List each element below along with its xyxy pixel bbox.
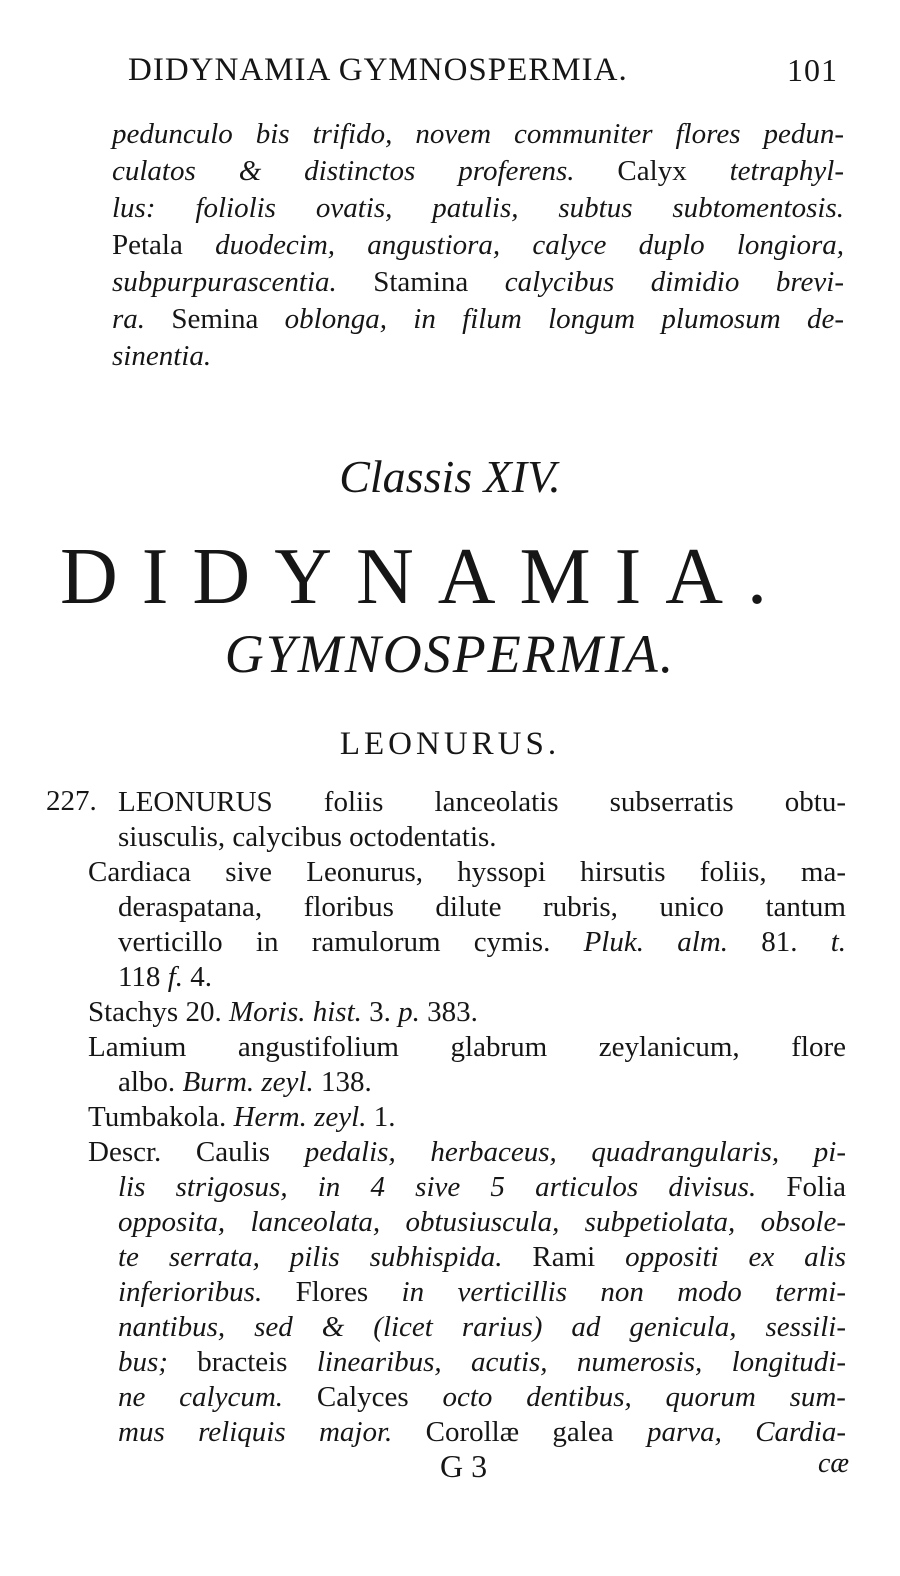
roman-text: Stachys 20. <box>88 996 229 1028</box>
italic-text: calycibus dimidio brevi- <box>504 266 844 298</box>
roman-text: Rami <box>502 1241 626 1273</box>
entry-line <box>88 960 846 995</box>
italic-text: culatos & distinctos proferens. <box>112 155 575 187</box>
roman-text: Calyx <box>574 155 730 187</box>
italic-text: ne calycum. <box>118 1381 284 1413</box>
text-line <box>112 264 844 301</box>
roman-text: Descr. <box>88 1136 196 1168</box>
roman-text: deraspatana, floribus dilute rubris, unico tantum <box>118 891 846 923</box>
italic-text: octo dentibus, quorum sum- <box>442 1381 846 1413</box>
text-line <box>112 301 844 338</box>
italic-text: Herm. zeyl. <box>233 1101 367 1133</box>
entry-line <box>88 820 846 855</box>
italic-text: te serrata, pilis subhispida. <box>118 1241 503 1273</box>
roman-text: verticillo in ramulorum cymis. <box>118 926 584 958</box>
entry-line <box>88 1170 846 1205</box>
entry-line <box>88 1135 846 1170</box>
roman-text: albo. <box>118 1066 183 1098</box>
italic-text: nantibus, sed & (licet rarius) ad genicula, sessili- <box>118 1311 846 1343</box>
entry-line <box>88 1240 846 1275</box>
italic-text: pedalis, herbaceus, quadrangularis, pi- <box>304 1136 846 1168</box>
italic-text: subpurpurascentia. <box>112 266 337 298</box>
roman-text: 383. <box>419 996 478 1028</box>
roman-text: siusculis, calycibus octodentatis. <box>118 821 497 853</box>
entry-line <box>88 785 846 820</box>
page-number: 101 <box>787 52 838 88</box>
text-line <box>112 190 844 227</box>
text-line <box>112 338 844 375</box>
entry-number: 227. <box>46 785 97 817</box>
italic-text: inferioribus. <box>118 1276 263 1308</box>
italic-text: duodecim, angustiora, calyce duplo longiora, <box>215 229 845 261</box>
entry-line <box>88 1310 846 1345</box>
roman-text: Tumbakola. <box>88 1101 234 1133</box>
entry-line <box>88 855 846 890</box>
roman-text: Stamina <box>336 266 505 298</box>
text-line <box>112 153 844 190</box>
entry-line <box>88 1345 846 1380</box>
italic-text: parva, Cardia- <box>646 1416 846 1448</box>
italic-text: ra. <box>112 303 146 335</box>
italic-text: lus: foliolis ovatis, patulis, subtus subtomentosis. <box>112 192 844 224</box>
catchword: cæ <box>818 1448 850 1479</box>
roman-text: Cardiaca sive Leonurus, hyssopi hirsutis foliis, ma- <box>88 856 846 888</box>
class-heading: Classis XIV. <box>339 451 561 502</box>
italic-text: Pluk. alm. <box>583 926 728 958</box>
roman-text: Calyces <box>283 1381 443 1413</box>
roman-text: 138. <box>313 1066 372 1098</box>
text-line <box>112 227 844 264</box>
italic-text: bus; <box>118 1346 168 1378</box>
italic-text: t. <box>830 926 847 958</box>
roman-text: 118 <box>118 961 168 993</box>
italic-text: in verticillis non modo termi- <box>401 1276 846 1308</box>
entry-line <box>88 1065 846 1100</box>
entry-line <box>88 1100 846 1135</box>
italic-text: opposita, lanceolata, obtusiuscula, subpetiolata, obsole- <box>118 1206 846 1238</box>
entry-line <box>88 1030 846 1065</box>
roman-text: Semina <box>145 303 285 335</box>
roman-text: bracteis <box>167 1346 317 1378</box>
roman-text: LEONURUS foliis lanceolatis subserratis obtu- <box>118 786 846 818</box>
roman-text: Corollæ galea <box>392 1416 647 1448</box>
species-entry <box>88 785 846 1450</box>
roman-text: Lamium angustifolium glabrum zeylanicum, flore <box>88 1031 846 1063</box>
continuation-paragraph <box>112 116 844 375</box>
roman-text: Folia <box>756 1171 846 1203</box>
italic-text: linearibus, acutis, numerosis, longitudi- <box>316 1346 846 1378</box>
italic-text: pedunculo bis trifido, novem communiter flores pedun- <box>112 118 844 150</box>
italic-text: mus reliquis major. <box>118 1416 393 1448</box>
running-head-title: DIDYNAMIA GYMNOSPERMIA. <box>128 52 628 88</box>
roman-text: 4. <box>183 961 212 993</box>
italic-text: lis strigosus, in 4 sive 5 articulos divisus. <box>118 1171 757 1203</box>
entry-line <box>88 995 846 1030</box>
entry-line <box>88 1415 846 1450</box>
italic-text: p. <box>398 996 420 1028</box>
italic-text: oppositi ex alis <box>625 1241 846 1273</box>
text-line <box>112 116 844 153</box>
class-title: DIDYNAMIA. <box>60 533 792 621</box>
roman-text: Caulis <box>195 1136 305 1168</box>
italic-text: tetraphyl- <box>729 155 844 187</box>
roman-text: Flores <box>262 1276 402 1308</box>
running-head <box>128 52 848 89</box>
entry-line <box>88 925 846 960</box>
signature-mark: G 3 <box>440 1448 488 1484</box>
order-title: GYMNOSPERMIA. <box>224 624 676 684</box>
genus-heading: LEONURUS. <box>339 726 561 762</box>
entry-line <box>88 1205 846 1240</box>
roman-text: Petala <box>112 229 216 261</box>
entry-line <box>88 1275 846 1310</box>
roman-text: 81. <box>727 926 831 958</box>
italic-text: sinentia. <box>112 340 212 372</box>
entry-line <box>88 890 846 925</box>
entry-line <box>88 1380 846 1415</box>
roman-text: 1. <box>366 1101 396 1133</box>
roman-text: 3. <box>361 996 399 1028</box>
italic-text: f. <box>167 961 183 993</box>
italic-text: oblonga, in filum longum plumosum de- <box>284 303 844 335</box>
italic-text: Moris. hist. <box>228 996 362 1028</box>
italic-text: Burm. zeyl. <box>182 1066 314 1098</box>
